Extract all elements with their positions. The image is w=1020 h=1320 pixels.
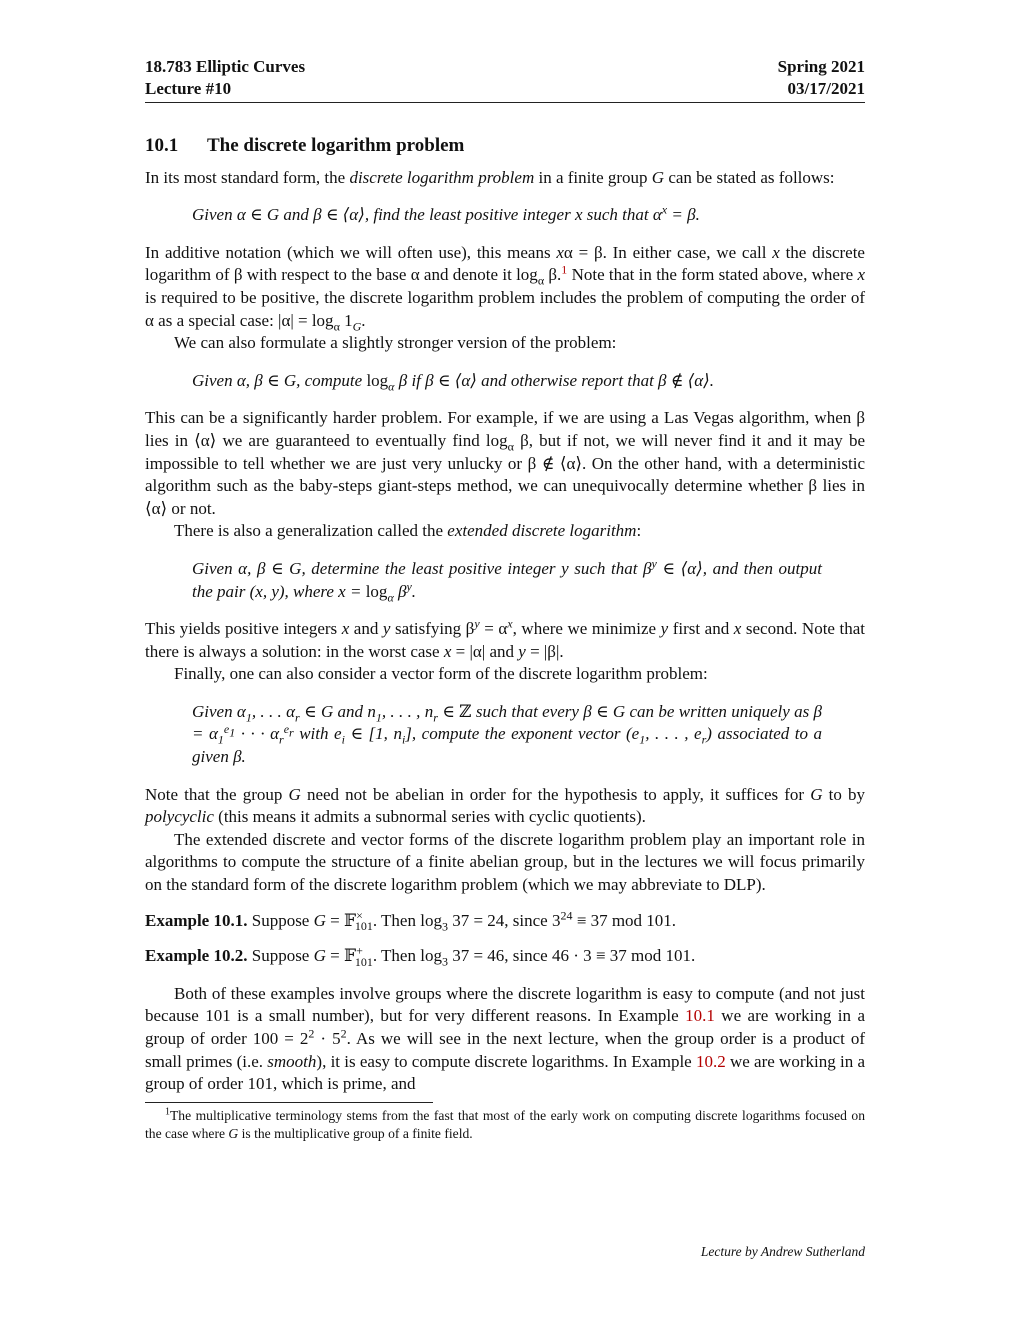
example-10-1: Example 10.1. Suppose G = 𝔽×$_{101}$. Then $\log_3 37 = 24$, since $3^{24} \equiv 37$ mod 101. <box>145 907 677 934</box>
problem-statement: Given α, β ∈ G, compute $\log_\alpha \beta$ if β ∈ ⟨α⟩ and otherwise report that β ∉ ⟨α⟩. <box>192 370 715 394</box>
paragraph: Note that the group G need not be abelian in order for the hypothesis to apply, it suffices for G to by polycyclic (this means it admits a subnormal series with cyclic quotients). <box>145 784 865 827</box>
paragraph: Both of these examples involve groups where the discrete logarithm is easy to compute (and not just because 101 is a small number), but for very different reasons. In Example 10.1 we are working in a group of order $100 = 2^2 \cdot 5^2$. As we will see in the next lecture, when the group order is a product of small primes (i.e. smooth), it is easy to compute discrete logarithms. In Example 10.2 we are working in a group of order 101, which is prime, and <box>145 983 865 1094</box>
paragraph: This yields positive integers x and y satisfying $\beta^y = \alpha^x$, where we minimize y first and x second. Note that there is always a solution: in the worst case x = |α| and y = |β|. <box>145 616 866 661</box>
paragraph: We can also formulate a slightly stronger version of the problem: <box>174 333 617 353</box>
footnote-rule <box>145 1102 433 1103</box>
example-10-2: Example 10.2. Suppose G = 𝔽+$_{101}$. Then $\log_3 37 = 46$, since 46 · 3 ≡ 37 mod 101. <box>145 943 696 969</box>
problem-statement: Given $\alpha_1$, . . . $\alpha_r$ ∈ G and $n_1$, . . . , $n_r$ ∈ ℤ such that every β ∈ G can be written uniquely as $\beta = \alpha_1^{e_1}$ · · · $\alpha_r^{e_r}$ with $e_i$ ∈ [1, $n_i$], compute the exponent vector ($e_1$, . . . , $e_r$) associated to a given β. <box>192 701 823 767</box>
section-heading <box>145 135 865 158</box>
footnote: $^1$The multiplicative terminology stems from the fast that most of the early work on computing discrete logarithms focused on the case where G is the multiplicative group of a finite field. <box>145 1106 865 1141</box>
problem-statement: Given α ∈ G and β ∈ ⟨α⟩, find the least positive integer x such that $\alpha^x = \beta$. <box>192 202 700 225</box>
paragraph: There is also a generalization called the extended discrete logarithm: <box>174 521 642 541</box>
ref-example-10-2[interactable]: 10.2 <box>695 1051 726 1071</box>
section-number: 10.1 <box>145 135 179 156</box>
lecture-date: 03/17/2021 <box>787 79 865 98</box>
running-header <box>145 56 865 78</box>
running-header-line2 <box>145 78 865 100</box>
paragraph: In additive notation (which we will often use), this means xα = β. In either case, we call x the discrete logarithm of β with respect to the base α and denote it $\log_\alpha \beta.^1$ Note that in the form stated above, where x is required to be positive, the discrete logarithm problem includes the problem of computing the order of α as a special case: $|\alpha| = \log_\alpha 1_G$. <box>145 242 865 333</box>
paper-page <box>145 56 865 1143</box>
ref-example-10-1[interactable]: 10.1 <box>685 1006 715 1026</box>
paragraph: The extended discrete and vector forms of the discrete logarithm problem play an important role in algorithms to compute the structure of a finite abelian group, but in the lectures we will focus primarily on the standard form of the discrete logarithm problem (which we may abbreviate to DLP). <box>145 829 865 895</box>
paragraph: In its most standard form, the discrete logarithm problem in a finite group G can be stated as follows: <box>145 167 835 187</box>
lecture-number: Lecture #10 <box>145 79 232 98</box>
paragraph: This can be a significantly harder problem. For example, if we are using a Las Vegas algorithm, when β lies in ⟨α⟩ we are guaranteed to eventually find $\log_\alpha \beta$, but if not, we will never find it and it may be impossible to tell whether we are just very unlucky or β ∉ ⟨α⟩. On the other hand, with a deterministic algorithm such as the baby-steps giant-steps method, we can unequivocally determine whether β lies in ⟨α⟩ or not. <box>145 408 865 518</box>
header-rule <box>145 102 865 103</box>
course-title: 18.783 Elliptic Curves <box>145 57 306 76</box>
footer-author: Lecture by Andrew Sutherland <box>700 1244 865 1259</box>
paragraph: Finally, one can also consider a vector form of the discrete logarithm problem: <box>174 664 708 684</box>
problem-statement: Given α, β ∈ G, determine the least positive integer y such that $\beta^y$ ∈ ⟨α⟩, and then output the pair (x, y), where $x = \log_\alpha \beta^y$. <box>192 556 822 604</box>
term: Spring 2021 <box>777 57 865 76</box>
section-title: The discrete logarithm problem <box>207 135 465 156</box>
